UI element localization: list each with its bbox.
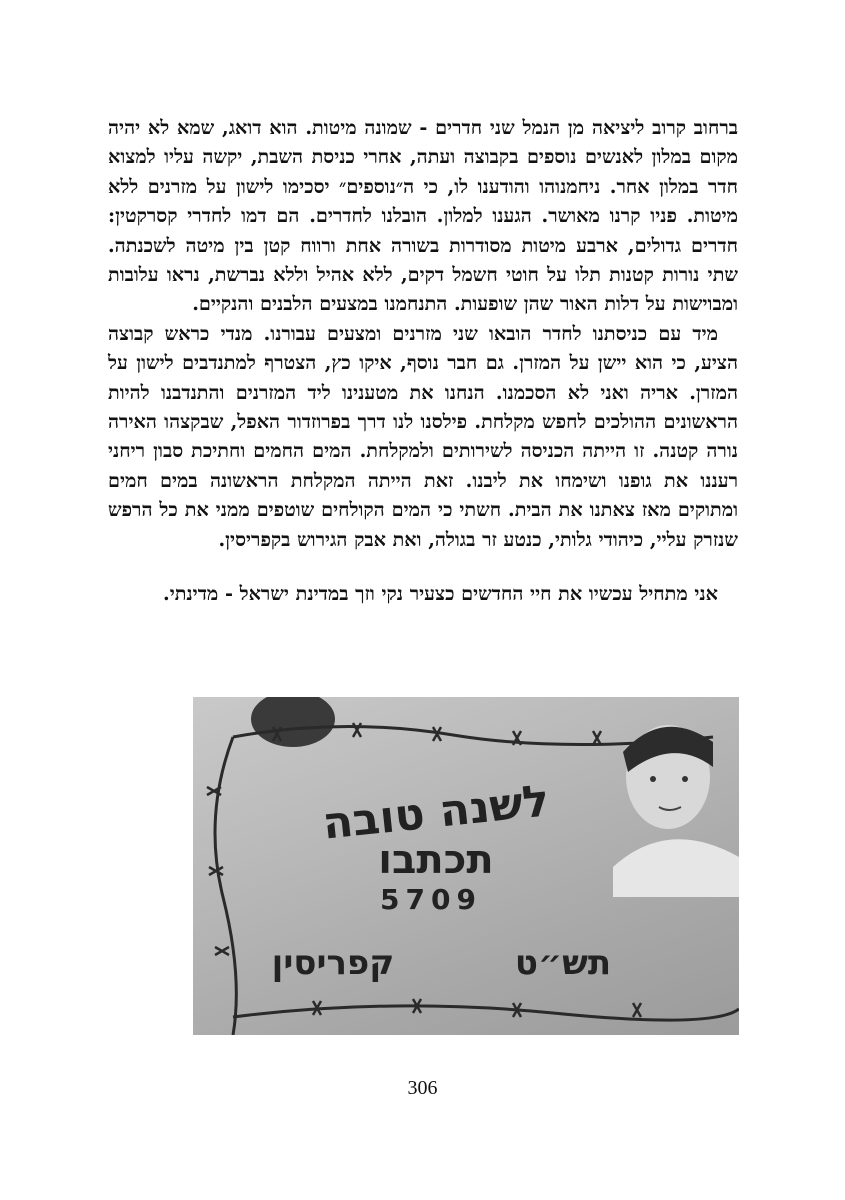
greeting-line-1: לשנה טובה (320, 775, 552, 850)
greeting-card-photo (193, 697, 739, 1035)
paragraph-2: מיד עם כניסתנו לחדר הובאו שני מזרנים ומצעים עבורנו. מנדי כראש קבוצה הציע, כי הוא יישן על המזרן. גם חבר נוסף, איקו כץ, הצטרף למתנדבים לישון על המזרן. אריה ואני לא הסכמנו. הנחנו את מטענינו ליד המזרנים והתנדבנו להיות הראשונים ההולכים לחפש מקלחת. פילסנו לנו דרך בפרוזדור האפל, שבקצהו האירה נורה קטנה. זו הייתה הכניסה לשירותים ולמקלחת. המים החמים וחתיכת סבון ריחני רעננו את גופנו ושימחו את ליבנו. זאת הייתה המקלחת הראשונה במים חמים ומתוקים מאז צאתנו את הבית. חשתי כי המים הקולחים שוטפים ממני את כל הרפש שנזרק עליי, כיהודי גלותי, כנטע זר בגולה, ואת אבק הגירוש בקפריסין. (108, 321, 738, 551)
greeting-year-number: 5709 (380, 883, 482, 916)
dark-blob (251, 697, 335, 747)
wire-bottom (233, 1006, 739, 1020)
page-number: 306 (407, 1077, 438, 1099)
greeting-hebrew-year: תש״ט (514, 943, 612, 983)
paragraph-3: אני מתחיל עכשיו את חיי החדשים כצעיר נקי וזך במדינת ישראל - מדינתי. (163, 582, 718, 606)
paragraph-1: ברחוב קרוב ליציאה מן הנמל שני חדרים - שמונה מיטות. הוא דואג, שמא לא יהיה מקום במלון לאנשים נוספים בקבוצה ועתה, אחרי כניסת השבת, יקשה עליו למצוא חדר במלון אחר. ניחמנוהו והודענו לו, כי ה״נוספים״ יסכימו לישון על מזרנים ללא מיטות. פניו קרנו מאושר. הגענו למלון. הובלנו לחדרים. הם דמו לחדרי קסרקטין: חדרים גדולים, ארבע מיטות מסודרות בשורה אחת ורווח קטן בין מיטה לשכנתה. שתי נורות קטנות תלו על חוטי חשמל דקים, ללא אהיל וללא נברשת, נראו עלובות ומבוישות על דלות האור שהן שופעות. התנחמנו במצעים הלבנים והנקיים. (108, 116, 738, 316)
greeting-place: קפריסין (271, 943, 395, 983)
body-text (108, 113, 738, 609)
greeting-line-2: תכתבו (378, 837, 494, 883)
